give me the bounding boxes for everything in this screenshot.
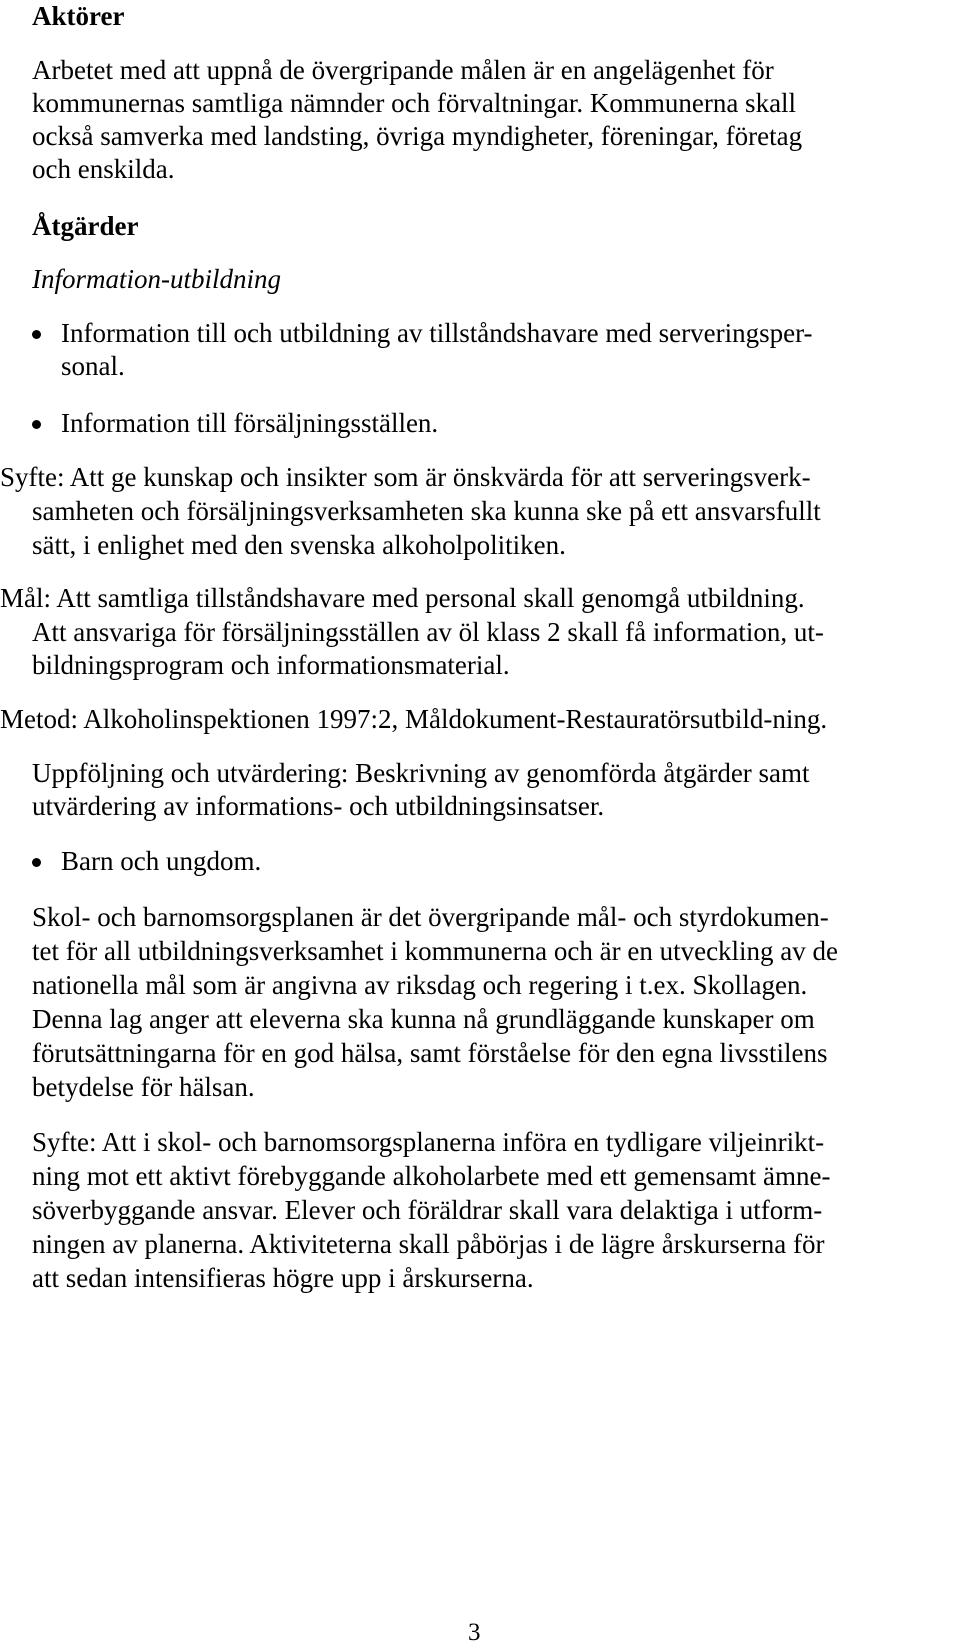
syfte-1-line-3: sätt, i enlighet med den svenska alkoholpolitiken. xyxy=(32,530,566,560)
syfte-2-line-4: ningen av planerna. Aktiviteterna skall påbörjas i de lägre årskurserna för xyxy=(32,1229,825,1259)
uppfoljning-line-1: Uppföljning och utvärdering: Beskrivning av genomförda åtgärder samt xyxy=(32,758,810,788)
mal-line-2: Att ansvariga för försäljningsställen av öl klass 2 skall få information, ut- xyxy=(32,617,824,647)
page-number: 3 xyxy=(468,1619,481,1646)
syfte-1-line-1: Syfte: Att ge kunskap och insikter som är önskvärda för att serveringsverk- xyxy=(0,462,811,492)
skol-line-3: nationella mål som är angivna av riksdag och regering i t.ex. Skollagen. xyxy=(32,970,808,1000)
skol-line-2: tet för all utbildningsverksamhet i kommunerna och är en utveckling av de xyxy=(32,936,839,966)
aktorer-line-1: Arbetet med att uppnå de övergripande målen är en angelägenhet för xyxy=(32,55,774,85)
uppfoljning-line-2: utvärdering av informations- och utbildningsinsatser. xyxy=(32,791,605,821)
aktorer-line-3: också samverka med landsting, övriga myndigheter, föreningar, företag xyxy=(32,121,803,151)
bullet-icon xyxy=(32,420,41,429)
bullet-icon xyxy=(32,330,41,339)
skol-line-4: Denna lag anger att eleverna ska kunna nå grundläggande kunskaper om xyxy=(32,1004,815,1034)
skol-line-6: betydelse för hälsan. xyxy=(32,1072,255,1102)
bullet-icon xyxy=(32,858,41,867)
skol-line-1: Skol- och barnomsorgsplanen är det övergripande mål- och styrdokumen- xyxy=(32,902,829,932)
syfte-2-line-5: att sedan intensifieras högre upp i årskurserna. xyxy=(32,1263,534,1293)
skol-line-5: förutsättningarna för en god hälsa, samt förståelse för den egna livsstilens xyxy=(32,1038,828,1068)
mal-line-1: Mål: Att samtliga tillståndshavare med personal skall genomgå utbildning. xyxy=(0,583,805,613)
aktorer-line-4: och enskilda. xyxy=(32,154,175,184)
bullet-1-line-1: Information till och utbildning av tillståndshavare med serveringsper- xyxy=(61,318,813,348)
aktorer-line-2: kommunernas samtliga nämnder och förvaltningar. Kommunerna skall xyxy=(32,88,797,118)
syfte-1-line-2: samheten och försäljningsverksamheten ska kunna ske på ett ansvarsfullt xyxy=(32,496,821,526)
bullet-1-line-2: sonal. xyxy=(61,351,125,381)
bullet-2-line-1: Information till försäljningsställen. xyxy=(61,408,439,438)
syfte-2-line-3: söverbyggande ansvar. Elever och föräldrar skall vara delaktiga i utform- xyxy=(32,1195,823,1225)
syfte-2-line-1: Syfte: Att i skol- och barnomsorgsplanerna införa en tydligare viljeinrikt- xyxy=(32,1127,825,1157)
mal-line-3: bildningsprogram och informationsmaterial. xyxy=(32,650,510,680)
bullet-barn-och-ungdom: Barn och ungdom. xyxy=(61,846,262,876)
metod-line: Metod: Alkoholinspektionen 1997:2, Måldokument-Restauratörsutbild-ning. xyxy=(0,704,828,734)
heading-atgarder: Åtgärder xyxy=(32,211,139,241)
subheading-information-utbildning: Information-utbildning xyxy=(32,264,281,294)
heading-aktorer: Aktörer xyxy=(32,1,125,31)
syfte-2-line-2: ning mot ett aktivt förebyggande alkoholarbete med ett gemensamt ämne- xyxy=(32,1161,831,1191)
